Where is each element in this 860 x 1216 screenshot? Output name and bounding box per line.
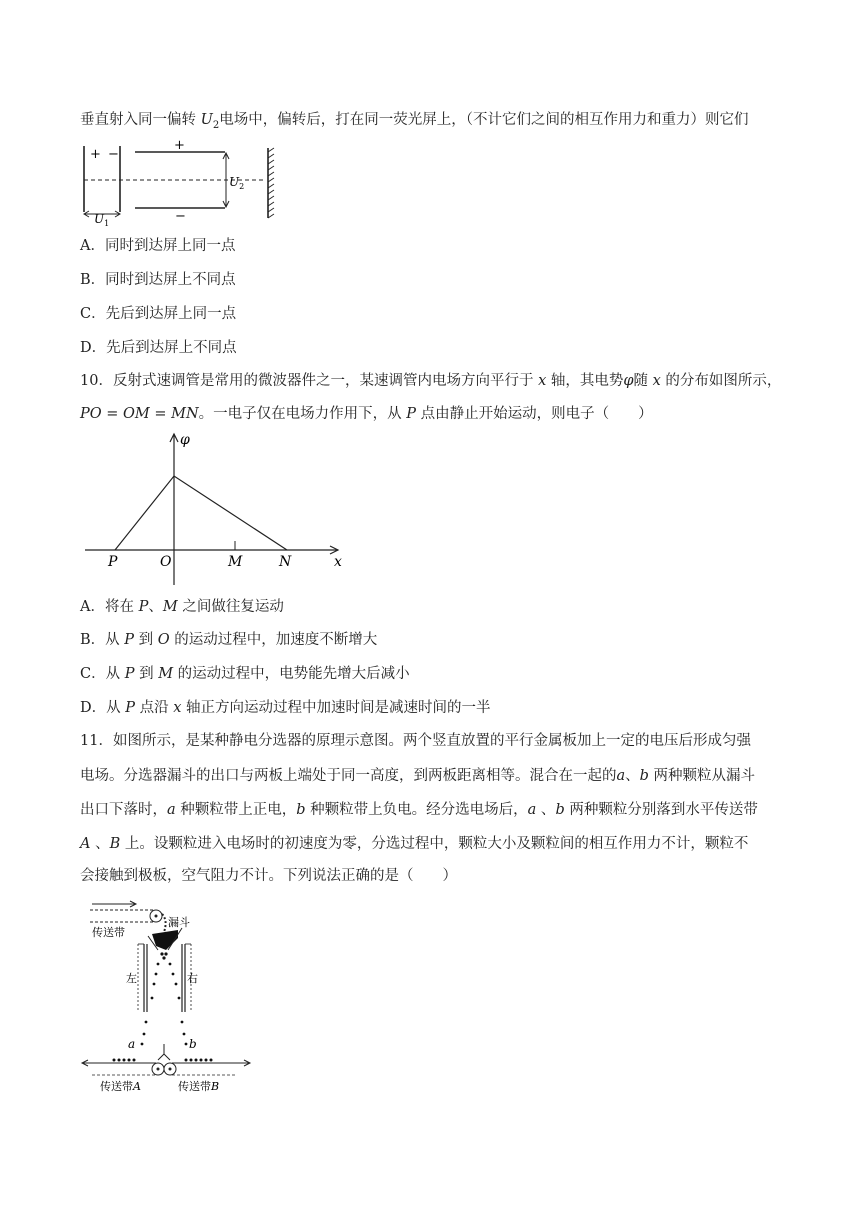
particles bbox=[141, 952, 188, 1045]
option-var: P bbox=[124, 632, 135, 648]
q10-stem-line2 bbox=[80, 404, 653, 424]
option-text: C．从 bbox=[80, 666, 125, 682]
option-text: 轴正方向运动过程中加速时间是减速时间的一半 bbox=[181, 700, 491, 716]
q10-text: 点由静止开始运动，则电子（ ） bbox=[416, 406, 653, 422]
q11-text: 出口下落时， bbox=[80, 802, 167, 818]
q11-text: 、 bbox=[625, 768, 640, 784]
funnel-label: 漏斗 bbox=[168, 916, 190, 929]
q11-text: 种颗粒带上负电。经分选电场后， bbox=[305, 802, 528, 818]
q10-var: P bbox=[406, 406, 417, 422]
p-label: P bbox=[108, 554, 118, 570]
q11-var: a bbox=[167, 802, 176, 818]
plus-top-label: + bbox=[174, 138, 185, 153]
option-var: P bbox=[124, 666, 135, 682]
belt-b-roller-axle bbox=[169, 1068, 172, 1071]
q11-text: 种颗粒带上正电， bbox=[175, 802, 297, 818]
q11-var: a bbox=[527, 802, 537, 818]
q10-text: 。一电子仅在电场力作用下，从 bbox=[198, 406, 407, 422]
q11-text: 电场。分选器漏斗的出口与两板上端处于同一高度，到两板距离相等。混合在一起的 bbox=[80, 768, 617, 784]
q11-text: ．如图所示，是某种静电分选器的原理示意图。两个竖直放置的平行金属板加上一定的电压后形成匀强 bbox=[98, 733, 751, 749]
q11-number: 11 bbox=[80, 733, 99, 749]
q11-var: b bbox=[296, 802, 306, 818]
q11-stem-line2 bbox=[80, 766, 755, 786]
belt-b-label: 传送带B bbox=[178, 1080, 220, 1093]
q9-option-b: B．同时到达屏上不同点 bbox=[80, 272, 236, 288]
q10-var: x bbox=[652, 373, 661, 389]
q11-var: b bbox=[555, 802, 565, 818]
belt-a-particles bbox=[113, 1059, 136, 1062]
option-text: 之间做往复运动 bbox=[177, 599, 284, 615]
a-label: a bbox=[128, 1037, 136, 1051]
option-var: P bbox=[138, 599, 149, 615]
q10-option-c bbox=[80, 664, 410, 684]
q11-text: 、 bbox=[536, 802, 556, 818]
q11-stem-line1 bbox=[80, 731, 751, 751]
q11-text: 两种颗粒从漏斗 bbox=[648, 768, 756, 784]
q9-option-c: C．先后到达屏上同一点 bbox=[80, 306, 237, 322]
option-text: 到 bbox=[134, 632, 158, 648]
option-text: 点沿 bbox=[135, 700, 174, 716]
q9-u-subscript: 2 bbox=[212, 119, 220, 131]
q11-text: 上。设颗粒进入电场时的初速度为零，分选过程中，颗粒大小及颗粒间的相互作用力不计，颗粒不 bbox=[120, 836, 749, 852]
q10-text: 的分布如图所示， bbox=[660, 373, 782, 389]
q9-option-a: A．同时到达屏上同一点 bbox=[80, 238, 236, 254]
u1-label: $U_1$ bbox=[94, 212, 110, 228]
q11-stem-line3 bbox=[80, 800, 758, 820]
left-plate-label: 左 bbox=[126, 972, 137, 985]
belt-a-roller-axle bbox=[157, 1068, 160, 1071]
o-label: O bbox=[160, 554, 172, 570]
q9-u-symbol: U bbox=[200, 112, 213, 128]
q10-option-b bbox=[80, 630, 377, 650]
option-text: D．从 bbox=[80, 700, 126, 716]
option-text: 的运动过程中，加速度不断增大 bbox=[169, 632, 378, 648]
q10-stem-line1 bbox=[80, 371, 781, 391]
top-belt-label: 传送带 bbox=[92, 926, 125, 939]
screen-hatching bbox=[268, 148, 274, 218]
option-var: M bbox=[162, 599, 178, 615]
right-plate-label: 右 bbox=[187, 972, 198, 985]
option-var: P bbox=[125, 700, 136, 716]
u2-label: $U_2$ bbox=[229, 175, 245, 191]
q11-stem-line4 bbox=[80, 834, 748, 854]
n-label: N bbox=[279, 554, 292, 570]
belt-a-label: 传送带A bbox=[100, 1080, 141, 1093]
q9-stem bbox=[80, 110, 748, 136]
q11-text: 两种颗粒分别落到水平传送带 bbox=[564, 802, 758, 818]
q10-var: φ bbox=[623, 373, 634, 389]
q10-text: ．反射式速调管是常用的微波器件之一，某速调管内电场方向平行于 bbox=[98, 373, 539, 389]
b-label: b bbox=[189, 1037, 197, 1051]
q10-number: 10 bbox=[80, 373, 99, 389]
q11-var: a bbox=[616, 768, 626, 784]
q10-potential-graph bbox=[80, 430, 350, 590]
q10-option-a bbox=[80, 597, 284, 617]
q11-var: A bbox=[80, 836, 91, 852]
option-text: B．从 bbox=[80, 632, 125, 648]
minus-bottom-label: − bbox=[175, 209, 186, 224]
q9-option-d: D．先后到达屏上不同点 bbox=[80, 340, 237, 356]
q11-stem-line5: 会接触到极板，空气阻力不计。下列说法正确的是（ ） bbox=[80, 868, 457, 884]
top-belt-roller-axle bbox=[155, 915, 158, 918]
option-text: 、 bbox=[148, 599, 163, 615]
falling-stream bbox=[162, 914, 166, 932]
option-text: 到 bbox=[134, 666, 159, 682]
q9-stem-text-2: 电场中，偏转后，打在同一荧光屏上，（不计它们之间的相互作用力和重力）则它们 bbox=[219, 112, 749, 128]
m-label: M bbox=[228, 554, 243, 570]
x-label: x bbox=[334, 554, 342, 570]
q11-var: b bbox=[639, 768, 649, 784]
minus-left-label: − bbox=[108, 147, 119, 162]
plus-left-label: + bbox=[90, 147, 101, 162]
option-var: M bbox=[158, 666, 174, 682]
q11-var: B bbox=[109, 836, 121, 852]
q10-text: 随 bbox=[633, 373, 653, 389]
q9-deflection-figure bbox=[80, 138, 280, 228]
q9-stem-text: 垂直射入同一偏转 bbox=[80, 112, 201, 128]
q11-text: 、 bbox=[90, 836, 110, 852]
divider bbox=[158, 1044, 170, 1060]
option-text: 的运动过程中，电势能先增大后减小 bbox=[173, 666, 410, 682]
q10-option-d bbox=[80, 698, 491, 718]
q10-text: 轴，其电势 bbox=[546, 373, 624, 389]
q10-equation: PO = OM = MN bbox=[80, 406, 199, 422]
q10-var: x bbox=[538, 373, 547, 389]
q11-separator-figure bbox=[78, 898, 258, 1094]
option-text: A．将在 bbox=[80, 599, 139, 615]
option-var: x bbox=[173, 700, 182, 716]
phi-label: φ bbox=[180, 432, 190, 448]
belt-b-particles bbox=[185, 1059, 213, 1062]
option-var: O bbox=[157, 632, 170, 648]
potential-curve bbox=[115, 476, 287, 550]
